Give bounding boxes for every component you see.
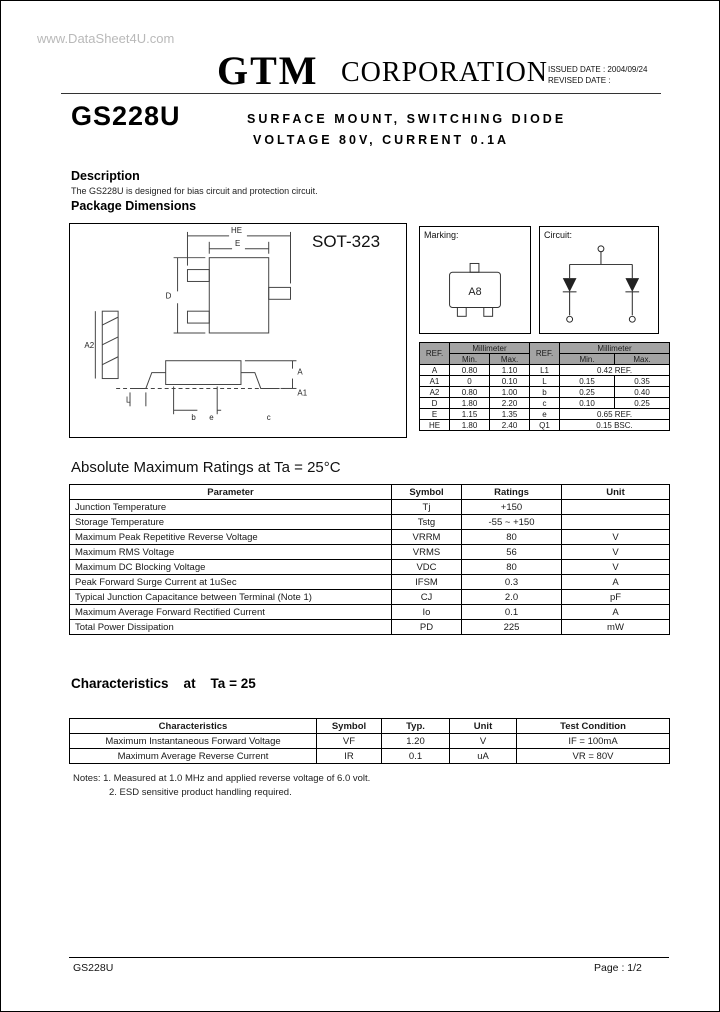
dimension-label: c bbox=[266, 413, 271, 423]
table-cell: V bbox=[562, 530, 670, 545]
table-cell: 56 bbox=[462, 545, 562, 560]
dim-header-min: Min. bbox=[450, 354, 490, 365]
note-line: 2. ESD sensitive product handling required. bbox=[109, 787, 292, 798]
table-cell: IF = 100mA bbox=[517, 734, 670, 749]
table-cell: 0.42 REF. bbox=[560, 365, 670, 376]
table-cell: -55 ~ +150 bbox=[462, 515, 562, 530]
table-cell: 0.40 bbox=[615, 387, 670, 398]
table-cell: D bbox=[420, 398, 450, 409]
dimension-table bbox=[419, 342, 670, 431]
table-row bbox=[420, 365, 670, 376]
table-cell: CJ bbox=[392, 590, 462, 605]
header-divider bbox=[61, 93, 661, 94]
char-col-typ: Typ. bbox=[382, 719, 450, 734]
notes-block bbox=[73, 772, 370, 800]
table-cell: VDC bbox=[392, 560, 462, 575]
dimension-label: A1 bbox=[297, 388, 308, 398]
ratings-col-ratings: Ratings bbox=[462, 485, 562, 500]
footer-divider bbox=[69, 957, 669, 958]
table-cell: Q1 bbox=[530, 420, 560, 431]
footer-part-number: GS228U bbox=[73, 962, 114, 974]
table-cell: E bbox=[420, 409, 450, 420]
table-cell: 1.80 bbox=[450, 398, 490, 409]
table-cell: Maximum Average Forward Rectified Current bbox=[70, 605, 392, 620]
table-cell: 0.15 bbox=[560, 376, 615, 387]
table-row bbox=[70, 560, 670, 575]
dim-header-mm: Millimeter bbox=[560, 343, 670, 354]
ratings-col-parameter: Parameter bbox=[70, 485, 392, 500]
table-cell: +150 bbox=[462, 500, 562, 515]
table-row bbox=[420, 387, 670, 398]
table-cell: 1.35 bbox=[490, 409, 530, 420]
table-cell: L1 bbox=[530, 365, 560, 376]
table-cell: 1.80 bbox=[450, 420, 490, 431]
table-cell: 1.10 bbox=[490, 365, 530, 376]
table-cell: VRRM bbox=[392, 530, 462, 545]
char-col-characteristics: Characteristics bbox=[70, 719, 317, 734]
dimension-label: e bbox=[209, 413, 214, 423]
note-line: Notes: 1. Measured at 1.0 MHz and applied reverse voltage of 6.0 volt. bbox=[73, 773, 371, 784]
table-cell: A bbox=[562, 605, 670, 620]
brand-name: CORPORATION bbox=[341, 57, 549, 88]
description-heading: Description bbox=[71, 169, 140, 183]
table-cell: Total Power Dissipation bbox=[70, 620, 392, 635]
dim-header-max: Max. bbox=[490, 354, 530, 365]
table-cell: VRMS bbox=[392, 545, 462, 560]
table-cell: 2.40 bbox=[490, 420, 530, 431]
table-row bbox=[70, 545, 670, 560]
diode-symbol bbox=[625, 278, 639, 292]
description-text: The GS228U is designed for bias circuit and protection circuit. bbox=[71, 186, 318, 196]
table-cell: 1.00 bbox=[490, 387, 530, 398]
table-row bbox=[70, 530, 670, 545]
table-cell: IR bbox=[317, 749, 382, 764]
table-cell: V bbox=[562, 560, 670, 575]
marking-code: A8 bbox=[468, 285, 482, 298]
subtitle-line2: VOLTAGE 80V, CURRENT 0.1A bbox=[253, 133, 510, 147]
char-col-test-condition: Test Condition bbox=[517, 719, 670, 734]
table-cell: Maximum RMS Voltage bbox=[70, 545, 392, 560]
table-cell: 2.0 bbox=[462, 590, 562, 605]
table-row bbox=[70, 605, 670, 620]
watermark: www.DataSheet4U.com bbox=[37, 31, 175, 46]
table-cell: 0.80 bbox=[450, 387, 490, 398]
table-row bbox=[70, 734, 670, 749]
dim-header-ref: REF. bbox=[420, 343, 450, 365]
ratings-col-unit: Unit bbox=[562, 485, 670, 500]
table-cell: Junction Temperature bbox=[70, 500, 392, 515]
table-row bbox=[420, 398, 670, 409]
table-row bbox=[420, 409, 670, 420]
table-cell: VR = 80V bbox=[517, 749, 670, 764]
table-cell: VF bbox=[317, 734, 382, 749]
dimension-label: b bbox=[191, 413, 196, 423]
marking-label: Marking: bbox=[424, 230, 459, 240]
table-cell: Io bbox=[392, 605, 462, 620]
table-cell: Maximum Instantaneous Forward Voltage bbox=[70, 734, 317, 749]
table-cell: 80 bbox=[462, 560, 562, 575]
footer-page-number: Page : 1/2 bbox=[594, 962, 642, 974]
table-row bbox=[70, 749, 670, 764]
table-cell: 0.35 bbox=[615, 376, 670, 387]
subtitle-line1: SURFACE MOUNT, SWITCHING DIODE bbox=[247, 112, 567, 126]
table-row bbox=[70, 575, 670, 590]
table-cell: 0.25 bbox=[560, 387, 615, 398]
dimension-label: E bbox=[235, 238, 241, 248]
characteristics-heading: Characteristics at Ta = 25 bbox=[71, 676, 256, 691]
dimension-label: D bbox=[165, 291, 172, 301]
part-number: GS228U bbox=[71, 101, 181, 131]
package-name-label: SOT-323 bbox=[312, 232, 381, 251]
table-cell: IFSM bbox=[392, 575, 462, 590]
table-cell: b bbox=[530, 387, 560, 398]
ratings-heading: Absolute Maximum Ratings at Ta = 25°C bbox=[71, 459, 341, 476]
table-row bbox=[70, 515, 670, 530]
dimension-label: HE bbox=[231, 225, 243, 235]
table-cell: V bbox=[450, 734, 517, 749]
ratings-table bbox=[69, 484, 670, 635]
table-cell: Tj bbox=[392, 500, 462, 515]
table-cell: Storage Temperature bbox=[70, 515, 392, 530]
table-cell: PD bbox=[392, 620, 462, 635]
package-dimension-drawing bbox=[70, 224, 406, 437]
table-cell: 0 bbox=[450, 376, 490, 387]
table-cell: A bbox=[562, 575, 670, 590]
dim-header-mm: Millimeter bbox=[450, 343, 530, 354]
table-cell: Peak Forward Surge Current at 1uSec bbox=[70, 575, 392, 590]
table-cell: 0.25 bbox=[615, 398, 670, 409]
table-cell: 80 bbox=[462, 530, 562, 545]
table-cell: 0.65 REF. bbox=[560, 409, 670, 420]
table-row bbox=[70, 500, 670, 515]
dim-header-ref: REF. bbox=[530, 343, 560, 365]
circuit-box bbox=[539, 226, 659, 334]
revised-date: REVISED DATE : bbox=[548, 76, 611, 85]
table-row bbox=[70, 620, 670, 635]
table-cell: 0.1 bbox=[462, 605, 562, 620]
char-col-unit: Unit bbox=[450, 719, 517, 734]
table-cell: A2 bbox=[420, 387, 450, 398]
table-cell: Maximum Peak Repetitive Reverse Voltage bbox=[70, 530, 392, 545]
date-block bbox=[548, 64, 647, 86]
marking-drawing bbox=[420, 239, 530, 331]
table-cell: 0.1 bbox=[382, 749, 450, 764]
table-cell: Maximum DC Blocking Voltage bbox=[70, 560, 392, 575]
table-cell: Typical Junction Capacitance between Terminal (Note 1) bbox=[70, 590, 392, 605]
circuit-diagram bbox=[540, 239, 658, 331]
table-row bbox=[70, 590, 670, 605]
dim-header-min: Min. bbox=[560, 354, 615, 365]
dimension-label: L bbox=[126, 395, 131, 405]
table-cell bbox=[562, 500, 670, 515]
table-cell: 0.80 bbox=[450, 365, 490, 376]
table-cell: c bbox=[530, 398, 560, 409]
table-cell: 1.20 bbox=[382, 734, 450, 749]
dimension-label: A2 bbox=[84, 340, 95, 350]
table-cell: uA bbox=[450, 749, 517, 764]
table-row bbox=[420, 420, 670, 431]
package-drawing-frame bbox=[69, 223, 407, 438]
table-cell: 0.10 bbox=[490, 376, 530, 387]
characteristics-table bbox=[69, 718, 670, 764]
table-cell: 225 bbox=[462, 620, 562, 635]
table-cell: V bbox=[562, 545, 670, 560]
table-cell: A1 bbox=[420, 376, 450, 387]
dimension-label: A bbox=[297, 367, 303, 377]
table-cell: A bbox=[420, 365, 450, 376]
issued-date: ISSUED DATE : 2004/09/24 bbox=[548, 65, 648, 74]
marking-box bbox=[419, 226, 531, 334]
table-cell: Tstg bbox=[392, 515, 462, 530]
table-cell: e bbox=[530, 409, 560, 420]
table-cell: 0.3 bbox=[462, 575, 562, 590]
char-col-symbol: Symbol bbox=[317, 719, 382, 734]
table-cell: 2.20 bbox=[490, 398, 530, 409]
table-cell: Maximum Average Reverse Current bbox=[70, 749, 317, 764]
dim-header-max: Max. bbox=[615, 354, 670, 365]
diode-symbol bbox=[563, 278, 577, 292]
table-cell: 1.15 bbox=[450, 409, 490, 420]
package-dimensions-heading: Package Dimensions bbox=[71, 199, 197, 213]
circuit-label: Circuit: bbox=[544, 230, 573, 240]
table-cell: 0.10 bbox=[560, 398, 615, 409]
table-cell: HE bbox=[420, 420, 450, 431]
brand-logo: GTM bbox=[217, 48, 319, 93]
table-cell: 0.15 BSC. bbox=[560, 420, 670, 431]
table-cell bbox=[562, 515, 670, 530]
table-row bbox=[420, 376, 670, 387]
table-cell: pF bbox=[562, 590, 670, 605]
table-cell: L bbox=[530, 376, 560, 387]
ratings-col-symbol: Symbol bbox=[392, 485, 462, 500]
table-cell: mW bbox=[562, 620, 670, 635]
